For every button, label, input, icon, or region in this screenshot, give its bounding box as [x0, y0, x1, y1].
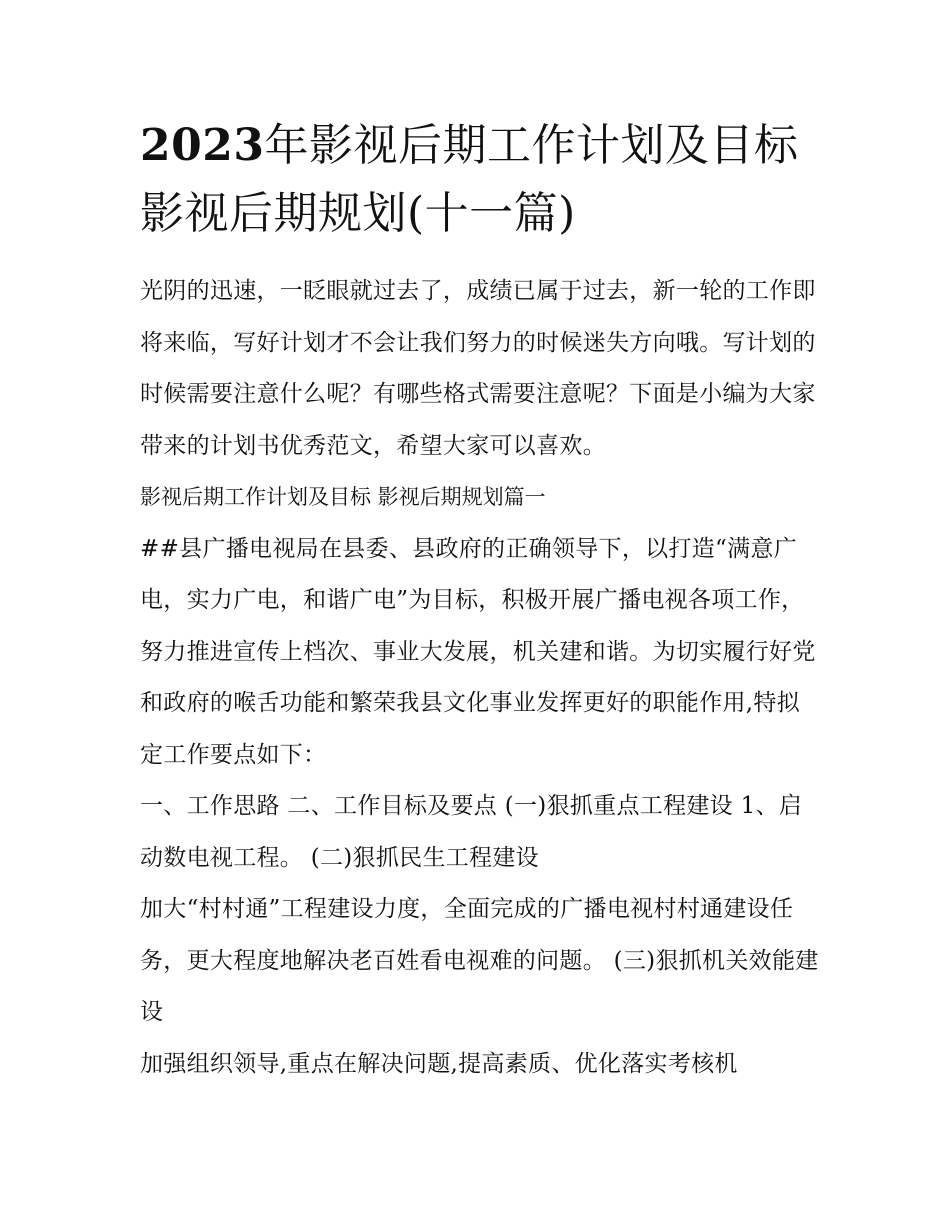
- body-paragraph-1: ##县广播电视局在县委、县政府的正确领导下，以打造“满意广电，实力广电，和谐广电”为目标，积极开展广播电视各项工作，努力推进宣传上档次、事业大发展，机关建和谐。为切实履行好党和政府的喉舌功能和繁荣我县文化事业发挥更好的职能作用,特拟定工作要点如下：: [140, 535, 816, 768]
- intro-paragraph: 光阴的迅速，一眨眼就过去了，成绩已属于过去，新一轮的工作即将来临，写好计划才不会让我们努力的时候迷失方向哦。写计划的时候需要注意什么呢？有哪些格式需要注意呢？下面是小编为大家带来的计划书优秀范文，希望大家可以喜欢。: [140, 278, 816, 459]
- body-paragraph-3: 加大“村村通”工程建设力度，全面完成的广播电视村村通建设任务，更大程度地解决老百姓看电视难的问题。 (三)狠抓机关效能建设: [140, 896, 819, 1025]
- document-body: [140, 266, 820, 1090]
- document-page: [140, 112, 820, 1090]
- title-year: 2023: [140, 120, 265, 171]
- body-paragraph-2: 一、工作思路 二、工作目标及要点 (一)狠抓重点工程建设 1、启动数电视工程。 (二)狠抓民生工程建设: [140, 793, 803, 871]
- title-text: 年影视后期工作计划及目标 影视后期规划(十一篇): [140, 120, 799, 239]
- body-paragraph-4: 加强组织领导,重点在解决问题,提高素质、优化落实考核机: [140, 1050, 738, 1077]
- document-title: [140, 112, 820, 248]
- section-heading: 影视后期工作计划及目标 影视后期规划篇一: [140, 485, 546, 509]
